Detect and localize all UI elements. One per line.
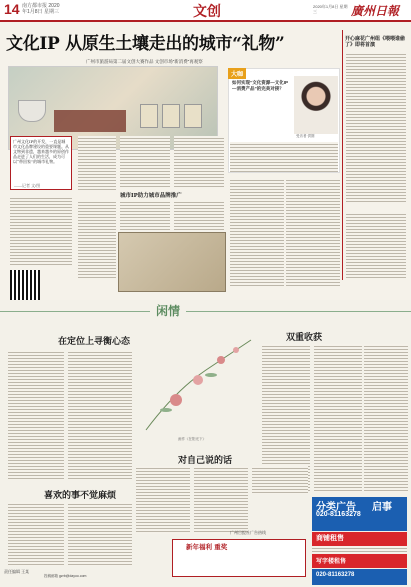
column-divider bbox=[342, 30, 343, 280]
article-column bbox=[286, 178, 340, 288]
essay-column bbox=[364, 344, 408, 492]
quote-attribution: ——记者 文/图 bbox=[14, 183, 41, 188]
intro-box bbox=[10, 136, 72, 190]
essay-column bbox=[314, 344, 362, 492]
teacup-image bbox=[18, 100, 46, 122]
article-column bbox=[78, 200, 116, 280]
interview-question: 如何实现“文化资源—文化IP—消费产品”的完美对接？ bbox=[232, 80, 289, 91]
essay-title: 对自己说的话 bbox=[178, 456, 233, 466]
essay-column bbox=[136, 466, 190, 534]
card-image bbox=[140, 104, 158, 128]
board-game-photo bbox=[118, 232, 226, 292]
right-column bbox=[345, 36, 407, 48]
article-column bbox=[120, 136, 170, 188]
ad-note: 广州日报社广告热线 bbox=[230, 530, 266, 535]
header-meta-right: 2020年1月8日 星期三 bbox=[313, 4, 348, 14]
header-meta: 南方都市报 2020年1月8日 星期三 bbox=[22, 3, 60, 15]
office-rental-title: 写字楼租售 bbox=[316, 559, 347, 565]
article-column bbox=[78, 136, 116, 190]
photo-credit: 受访者 供图 bbox=[296, 134, 315, 138]
article-column bbox=[10, 196, 72, 266]
qr-code[interactable] bbox=[10, 270, 40, 300]
right-column-title: 开心麻花广州组《喂喂谁偷了》即将首演 bbox=[345, 36, 406, 48]
page-number: 14 bbox=[4, 1, 20, 17]
right-column-text bbox=[346, 212, 406, 278]
notice-title: 启事 bbox=[372, 502, 392, 513]
article-column bbox=[120, 200, 170, 230]
essay-column bbox=[194, 466, 248, 534]
ad-footer-phone: 020-81163278 bbox=[316, 572, 355, 578]
essay-column bbox=[68, 350, 132, 480]
right-column-text bbox=[346, 52, 406, 202]
intro-text: 广州文化IP的开发，一直是城市文化品牌建设的重要课题。从文物到非遗，越来越多的原创作品走进了人们的生活，成为可以“带回家”的城市礼物。 bbox=[13, 139, 69, 164]
essay-title: 喜欢的事不觉麻烦 bbox=[44, 491, 117, 501]
article-column bbox=[174, 200, 224, 230]
interview-tag: 大咖 bbox=[228, 68, 246, 79]
painting-caption: 画作《在阳光下》 bbox=[178, 437, 206, 441]
ad-text bbox=[312, 546, 407, 553]
essay-column bbox=[68, 502, 132, 566]
tray-image bbox=[54, 110, 126, 132]
shop-rental-title: 商铺租售 bbox=[316, 535, 344, 542]
classified-ad-title: 分类广告 bbox=[316, 502, 356, 513]
headline: 文化IP 从原生土壤走出的城市“礼物” bbox=[6, 34, 285, 54]
promo-ad-title: 新年福利 重奖 bbox=[186, 543, 228, 551]
essay-column bbox=[8, 350, 64, 480]
flower-painting bbox=[136, 330, 256, 440]
ad-phone: 020-81163278 bbox=[316, 511, 361, 518]
card-image bbox=[184, 104, 202, 128]
footer-email: 投稿邮箱 gzrb@dayoo.com bbox=[44, 574, 87, 578]
leisure-section-title: 闲情 bbox=[150, 302, 186, 319]
essay-title: 在定位上寻衡心态 bbox=[58, 337, 131, 347]
portrait-photo bbox=[294, 76, 338, 134]
essay-column bbox=[8, 502, 64, 566]
essay-column bbox=[252, 466, 308, 494]
article-column bbox=[230, 178, 284, 288]
newspaper-logo: 廣州日報 bbox=[351, 4, 400, 18]
subhead: 城市IP助力城市品牌推广 bbox=[120, 193, 182, 199]
card-image bbox=[162, 104, 180, 128]
subtitle: 广州市旅游局第二届文创大赛作品 文创市场“新消费”再观察 bbox=[86, 59, 203, 64]
section-title: 文创 bbox=[193, 4, 221, 20]
article-column bbox=[174, 136, 224, 188]
essay-title: 双重收获 bbox=[286, 333, 323, 343]
footer-editor: 责任编辑 王某 bbox=[4, 569, 30, 574]
section-rule bbox=[0, 311, 411, 312]
interview-text bbox=[230, 142, 338, 172]
